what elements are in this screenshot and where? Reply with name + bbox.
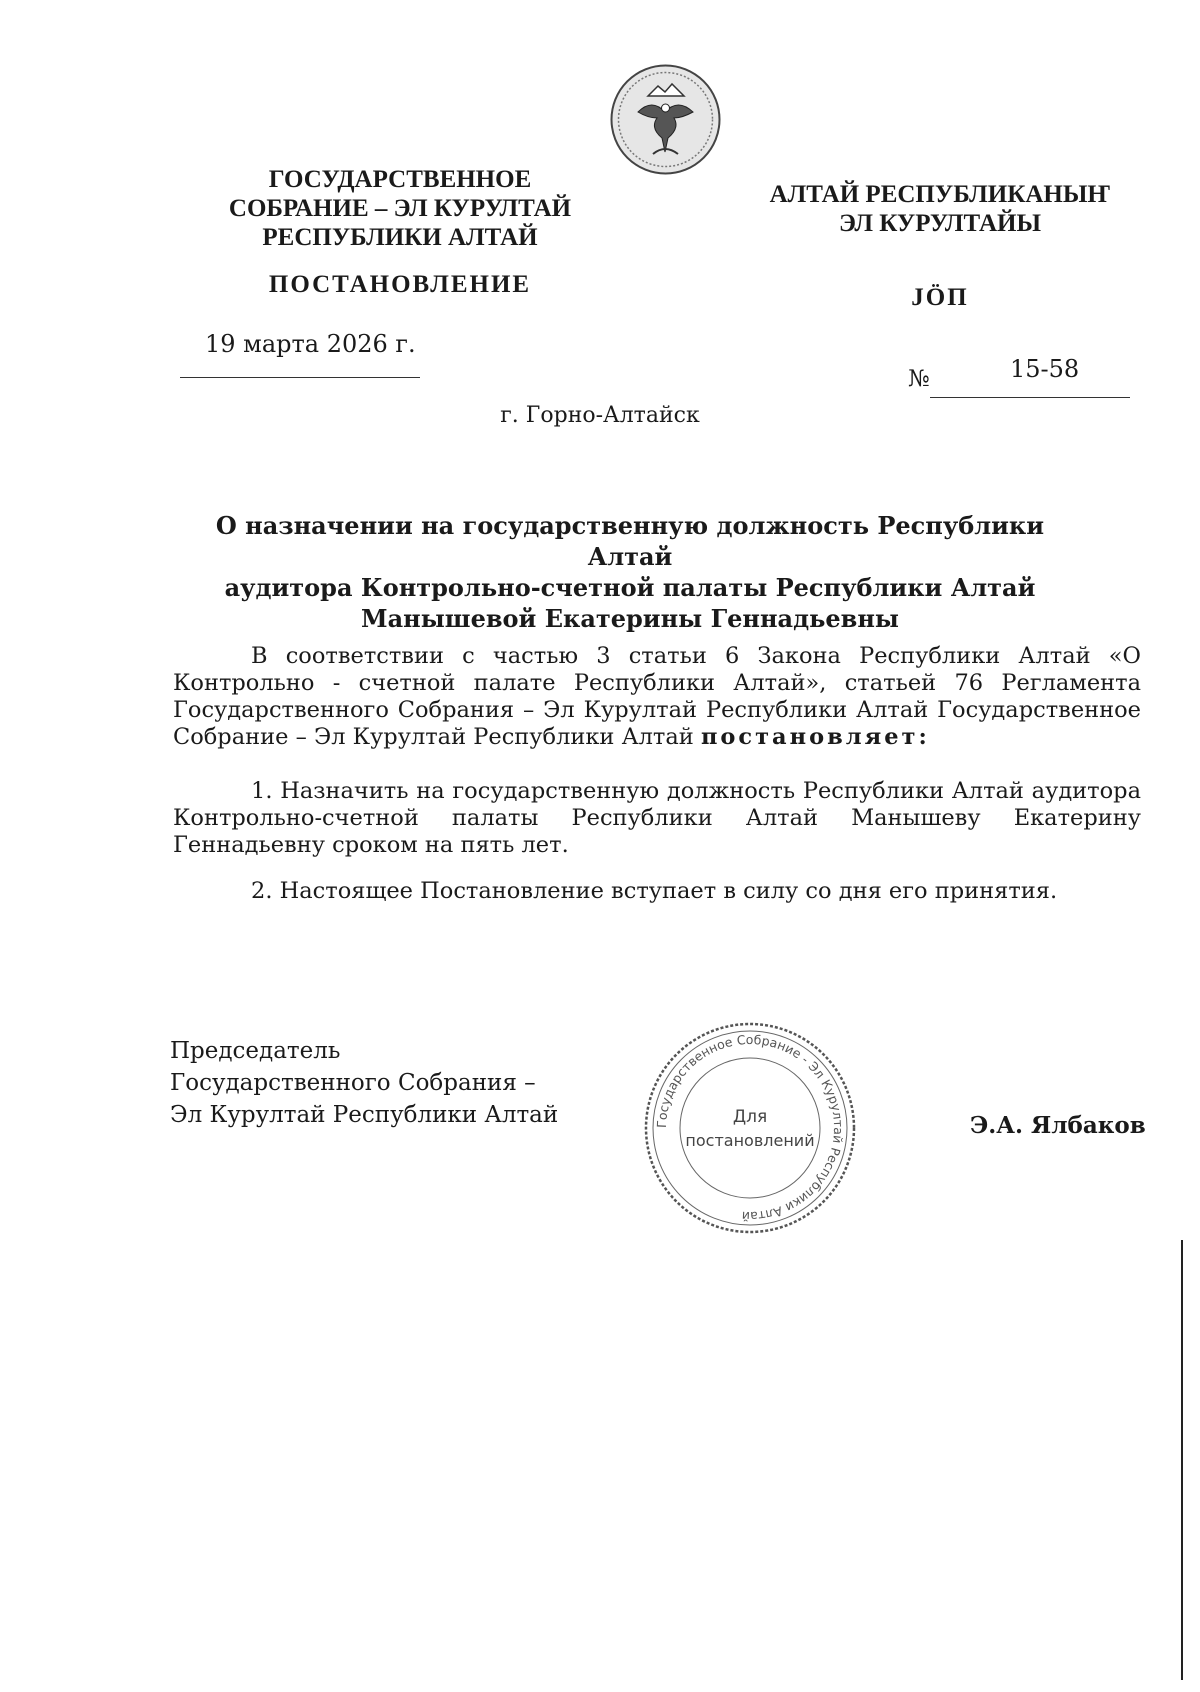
document-title — [200, 510, 1060, 634]
issuer-line: ЭЛ КУРУЛТАЙЫ — [838, 210, 1042, 237]
stamp-center-line-2: постановлений — [685, 1131, 815, 1150]
issuer-line: РЕСПУБЛИКИ АЛТАЙ — [262, 224, 538, 251]
issuer-name-altai — [740, 180, 1140, 238]
resolves-word: постановляет — [700, 724, 919, 750]
document-number: 15-58 — [1010, 355, 1080, 383]
issuer-line: ГОСУДАРСТВЕННОЕ — [268, 166, 532, 193]
position-line: Председатель — [170, 1038, 341, 1064]
signatory-name: Э.А. Ялбаков — [970, 1112, 1146, 1139]
stamp-ring-text: Государственное Собрание - Эл Курултай Республики Алтай — [653, 1031, 847, 1225]
signatory-position — [170, 1035, 558, 1131]
resolves-colon: : — [918, 724, 927, 750]
official-stamp — [640, 1018, 860, 1238]
title-line: Манышевой Екатерины Геннадьевны — [361, 604, 899, 633]
preamble-text: В соответствии с частью 3 статьи 6 Закона Республики Алтай «О Контрольно - счетной палате Республики Алтай», статьей 76 Регламента Государственного Собрания – Эл Курултай Республики Алтай Государственное Собрание – Эл Курултай Республики Алтай — [173, 643, 1141, 750]
stamp-center-line-1: Для — [732, 1107, 768, 1127]
title-line: О назначении на государственную должность Республики Алтай — [215, 511, 1045, 571]
document-date: 19 марта 2026 г. — [205, 330, 416, 358]
number-label: № — [908, 366, 930, 392]
coat-of-arms-emblem — [608, 62, 723, 177]
item-2-paragraph: 2. Настоящее Постановление вступает в силу со дня его принятия. — [251, 878, 1058, 904]
item-1-paragraph: 1. Назначить на государственную должность Республики Алтай аудитора Контрольно-счетной палаты Республики Алтай Манышеву Екатерину Геннадьевну сроком на пять лет. — [173, 778, 1141, 858]
preamble-paragraph — [173, 643, 1141, 751]
date-underline — [180, 377, 420, 378]
doc-type-russian: ПОСТАНОВЛЕНИЕ — [268, 271, 532, 298]
position-line: Государственного Собрания – — [170, 1070, 536, 1096]
issuer-line: АЛТАЙ РЕСПУБЛИКАНЫҤ — [769, 181, 1111, 208]
issuer-name-russian — [190, 165, 610, 252]
city: г. Горно-Алтайск — [500, 403, 700, 428]
position-line: Эл Курултай Республики Алтай — [170, 1102, 559, 1128]
number-underline — [930, 397, 1130, 398]
title-line: аудитора Контрольно-счетной палаты Республики Алтай — [224, 573, 1036, 602]
issuer-line: СОБРАНИЕ – ЭЛ КУРУЛТАЙ — [228, 195, 572, 222]
doc-type-altai: ЈÖП — [911, 284, 969, 311]
scan-edge-line — [1181, 1240, 1183, 1680]
